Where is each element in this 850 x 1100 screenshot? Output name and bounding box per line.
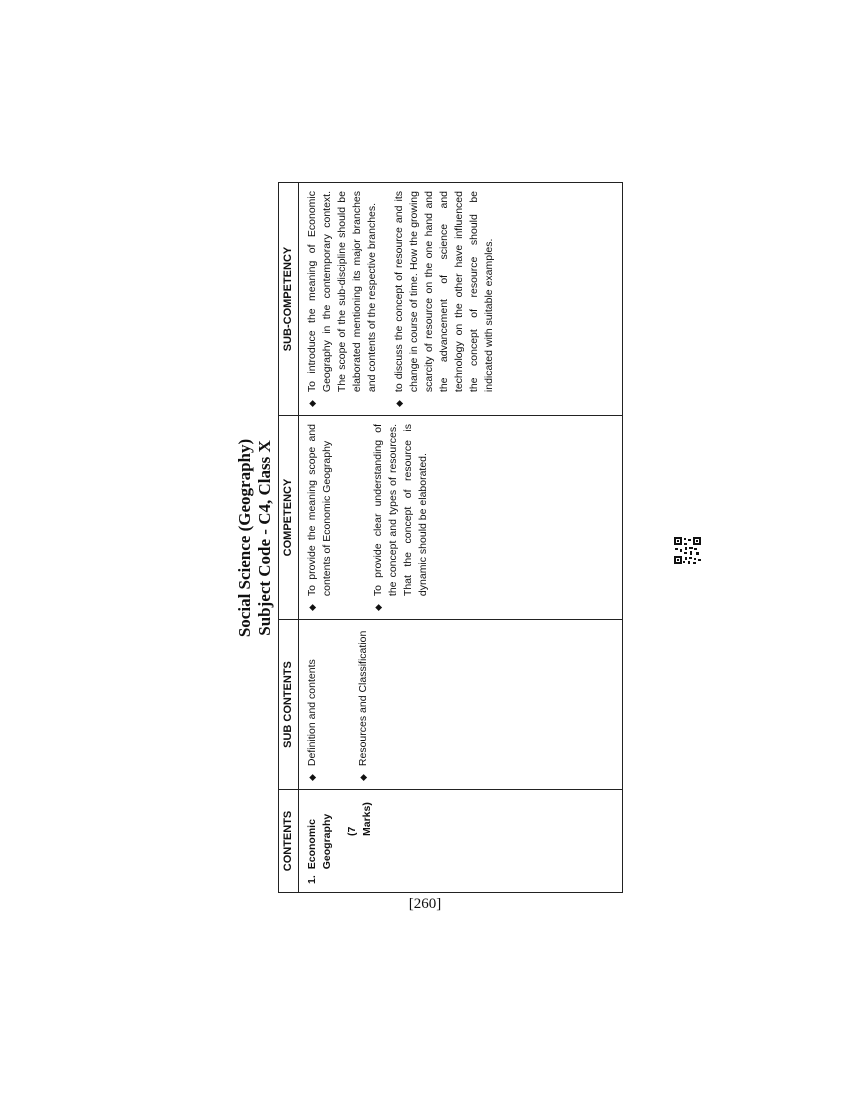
qr-code-icon: [674, 537, 701, 564]
diamond-bullet-icon: ◆: [307, 774, 317, 781]
syllabus-table: [278, 182, 623, 893]
header-sub-contents: SUB CONTENTS: [279, 620, 299, 790]
diamond-bullet-icon: ◆: [373, 604, 383, 611]
diamond-bullet-icon: ◆: [394, 400, 404, 407]
sub-content-2: Resources and Classification: [357, 630, 369, 767]
diamond-bullet-icon: ◆: [358, 774, 368, 781]
sub-competency-cell: [299, 183, 623, 416]
sub-content-1: Definition and contents: [306, 659, 318, 767]
competency-2: To provide clear understanding of the concept and types of resources. That the concept of resource is dynamic should be elaborated.: [372, 424, 429, 597]
page-number: [260]: [408, 896, 442, 912]
diamond-bullet-icon: ◆: [307, 604, 317, 611]
sub-competency-1: To introduce the meaning of Economic Geography in the contemporary context. The scope of the sub-discipline should be elaborated mentioning its major branches and contents of the respective branches.: [306, 191, 378, 393]
header-sub-competency: SUB-COMPETENCY: [279, 183, 299, 416]
title-line-2: Subject Code - C4, Class X: [255, 440, 274, 636]
table-row: [299, 183, 623, 893]
sub-competency-2: to discuss the concept of resource and its change in course of time. How the growing scarcity of resource on the one hand and the advancement of science and technology on the other have influenced the concept of resource should be indicated with suitable examples.: [393, 191, 495, 393]
competency-1: To provide the meaning scope and contents of Economic Geography: [306, 424, 333, 597]
content-name: Economic Geography: [306, 813, 333, 870]
competency-cell: [299, 416, 623, 620]
table-header-row: [279, 183, 299, 893]
content-number: 1.: [306, 875, 318, 884]
content-marks: (7 Marks): [346, 802, 373, 836]
rotated-page: [235, 183, 625, 893]
diamond-bullet-icon: ◆: [307, 400, 317, 407]
contents-cell: [299, 790, 623, 893]
header-contents: CONTENTS: [279, 790, 299, 893]
title-line-1: Social Science (Geography): [235, 438, 254, 638]
sub-contents-cell: [299, 620, 623, 790]
document-title: [235, 183, 281, 893]
header-competency: COMPETENCY: [279, 416, 299, 620]
